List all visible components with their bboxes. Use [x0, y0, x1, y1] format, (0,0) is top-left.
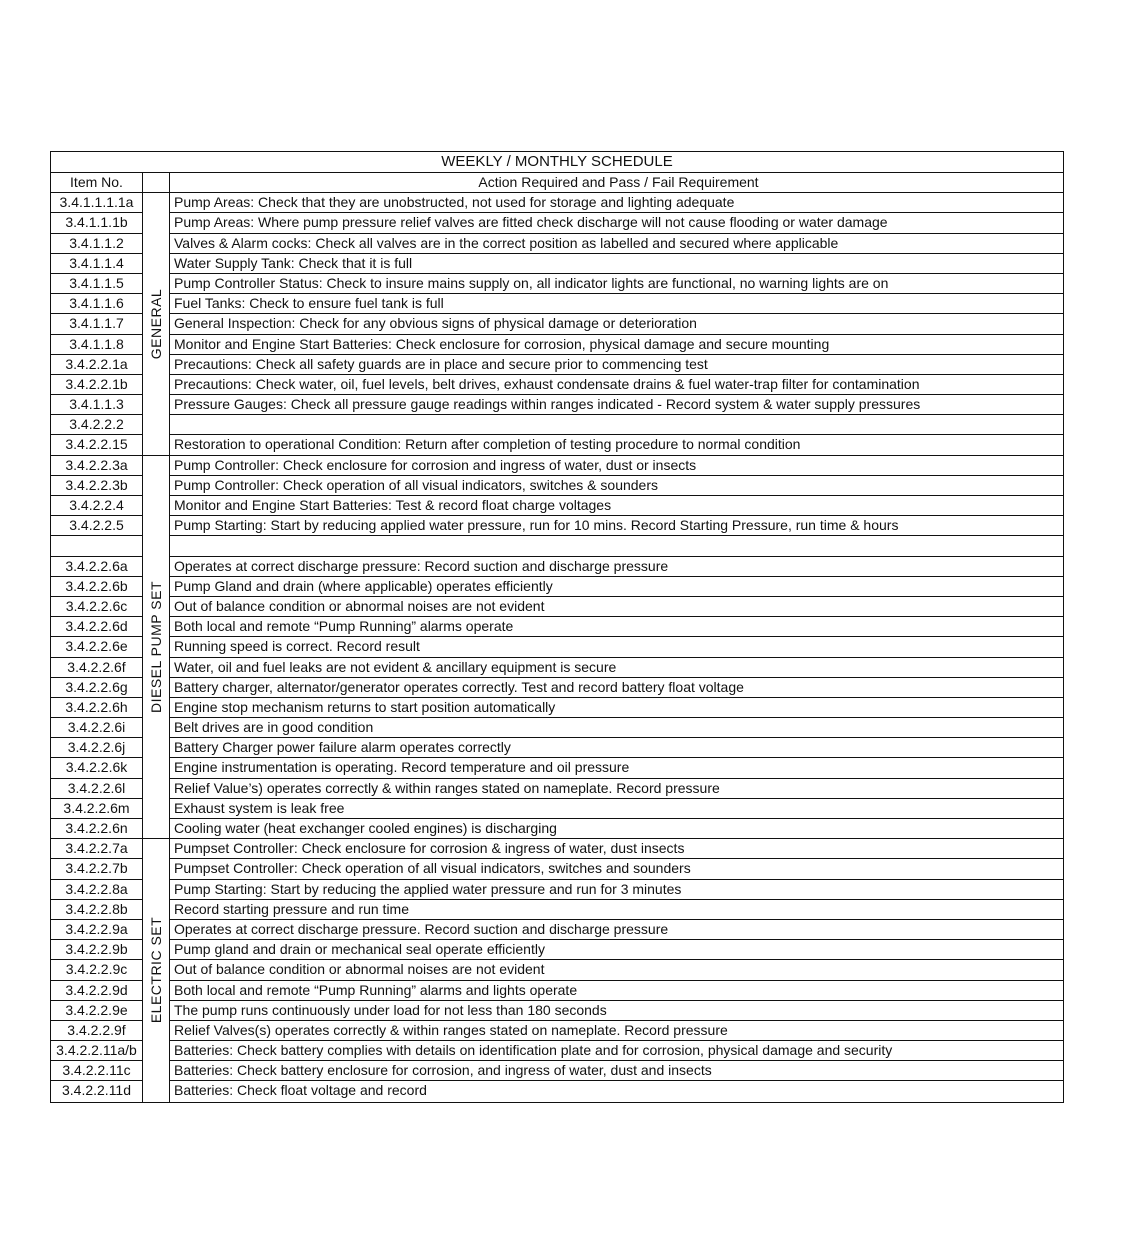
section-label: GENERAL	[148, 288, 164, 360]
action-header: Action Required and Pass / Fail Requirement	[169, 173, 1063, 193]
action-cell: Operates at correct discharge pressure: Record suction and discharge pressure	[169, 557, 1063, 577]
item-number-cell: 3.4.1.1.8	[51, 335, 143, 355]
item-number-cell: 3.4.2.2.7b	[51, 859, 143, 879]
action-cell: Cooling water (heat exchanger cooled engines) is discharging	[169, 819, 1063, 839]
action-cell: Running speed is correct. Record result	[169, 637, 1063, 657]
schedule-title: WEEKLY / MONTHLY SCHEDULE	[51, 152, 1063, 173]
item-number-cell: 3.4.1.1.1b	[51, 213, 143, 233]
action-cell: Both local and remote “Pump Running” alarms and lights operate	[169, 981, 1063, 1001]
item-number-cell: 3.4.1.1.7	[51, 314, 143, 334]
schedule-table	[50, 151, 1064, 1103]
item-number-cell: 3.4.2.2.5	[51, 516, 143, 536]
item-number-cell: 3.4.2.2.11d	[51, 1081, 143, 1101]
section-header-blank	[143, 173, 169, 193]
action-cell: Precautions: Check all safety guards are in place and secure prior to commencing test	[169, 355, 1063, 375]
item-number-cell: 3.4.2.2.6e	[51, 637, 143, 657]
item-number-cell: 3.4.2.2.2	[51, 415, 143, 435]
action-cell: Monitor and Engine Start Batteries: Test & record float charge voltages	[169, 496, 1063, 516]
item-number-cell: 3.4.2.2.7a	[51, 839, 143, 859]
item-number-cell: 3.4.2.2.6h	[51, 698, 143, 718]
action-cell: Pump gland and drain or mechanical seal operate efficiently	[169, 940, 1063, 960]
action-cell: General Inspection: Check for any obvious signs of physical damage or deterioration	[169, 314, 1063, 334]
item-number-cell: 3.4.2.2.6f	[51, 658, 143, 678]
action-cell: Water, oil and fuel leaks are not evident & ancillary equipment is secure	[169, 658, 1063, 678]
action-cell: Both local and remote “Pump Running” alarms operate	[169, 617, 1063, 637]
item-number-cell: 3.4.2.2.8b	[51, 900, 143, 920]
item-number-cell: 3.4.2.2.6i	[51, 718, 143, 738]
action-cell: Belt drives are in good condition	[169, 718, 1063, 738]
action-cell: Precautions: Check water, oil, fuel levels, belt drives, exhaust condensate drains & fuel water-trap filter for contamination	[169, 375, 1063, 395]
action-cell: Pump Areas: Check that they are unobstructed, not used for storage and lighting adequate	[169, 193, 1063, 213]
action-cell: Pump Starting: Start by reducing the applied water pressure and run for 3 minutes	[169, 880, 1063, 900]
action-cell: Exhaust system is leak free	[169, 799, 1063, 819]
action-cell: Engine stop mechanism returns to start position automatically	[169, 698, 1063, 718]
action-cell: Pressure Gauges: Check all pressure gauge readings within ranges indicated - Record system & water supply pressures	[169, 395, 1063, 415]
item-number-cell: 3.4.2.2.6m	[51, 799, 143, 819]
item-number-cell: 3.4.2.2.6b	[51, 577, 143, 597]
action-cell: Restoration to operational Condition: Return after completion of testing procedure to normal condition	[169, 435, 1063, 455]
item-number-cell: 3.4.2.2.4	[51, 496, 143, 516]
item-number-cell: 3.4.2.2.9b	[51, 940, 143, 960]
action-cell: Relief Valves(s) operates correctly & within ranges stated on nameplate. Record pressure	[169, 1021, 1063, 1041]
item-number-header: Item No.	[51, 173, 143, 193]
action-cell: Pump Controller Status: Check to insure mains supply on, all indicator lights are functional, no warning lights are on	[169, 274, 1063, 294]
item-number-cell: 3.4.2.2.15	[51, 435, 143, 455]
schedule-grid	[51, 173, 1063, 1102]
item-number-cell: 3.4.1.1.3	[51, 395, 143, 415]
item-number-cell: 3.4.2.2.11a/b	[51, 1041, 143, 1061]
action-cell: Battery Charger power failure alarm operates correctly	[169, 738, 1063, 758]
item-number-cell: 3.4.2.2.6n	[51, 819, 143, 839]
action-cell: Batteries: Check battery complies with details on identification plate and for corrosion, physical damage and security	[169, 1041, 1063, 1061]
action-cell	[169, 536, 1063, 556]
item-number-cell: 3.4.2.2.3a	[51, 456, 143, 476]
item-number-cell: 3.4.2.2.6k	[51, 758, 143, 778]
item-number-cell: 3.4.2.2.6l	[51, 779, 143, 799]
item-number-cell: 3.4.2.2.11c	[51, 1061, 143, 1081]
item-number-cell: 3.4.2.2.1b	[51, 375, 143, 395]
action-cell: Out of balance condition or abnormal noises are not evident	[169, 597, 1063, 617]
action-cell: Pumpset Controller: Check enclosure for corrosion & ingress of water, dust insects	[169, 839, 1063, 859]
action-cell: Fuel Tanks: Check to ensure fuel tank is full	[169, 294, 1063, 314]
action-cell: Valves & Alarm cocks: Check all valves are in the correct position as labelled and secured where applicable	[169, 234, 1063, 254]
item-number-cell: 3.4.2.2.9e	[51, 1001, 143, 1021]
item-number-cell: 3.4.1.1.2	[51, 234, 143, 254]
action-cell: Battery charger, alternator/generator operates correctly. Test and record battery float voltage	[169, 678, 1063, 698]
section-label: ELECTRIC SET	[148, 917, 164, 1024]
item-number-cell: 3.4.2.2.9f	[51, 1021, 143, 1041]
item-number-cell: 3.4.2.2.1a	[51, 355, 143, 375]
action-cell: Pump Controller: Check enclosure for corrosion and ingress of water, dust or insects	[169, 456, 1063, 476]
action-cell: Engine instrumentation is operating. Record temperature and oil pressure	[169, 758, 1063, 778]
action-cell: Relief Value’s) operates correctly & within ranges stated on nameplate. Record pressure	[169, 779, 1063, 799]
action-cell: Pump Controller: Check operation of all visual indicators, switches & sounders	[169, 476, 1063, 496]
action-cell: Pump Starting: Start by reducing applied water pressure, run for 10 mins. Record Starting Pressure, run time & hours	[169, 516, 1063, 536]
action-cell: Pump Gland and drain (where applicable) operates efficiently	[169, 577, 1063, 597]
action-cell: Record starting pressure and run time	[169, 900, 1063, 920]
item-number-cell: 3.4.1.1.1.1a	[51, 193, 143, 213]
action-cell: Operates at correct discharge pressure. Record suction and discharge pressure	[169, 920, 1063, 940]
action-cell: Out of balance condition or abnormal noises are not evident	[169, 960, 1063, 980]
item-number-cell: 3.4.2.2.6g	[51, 678, 143, 698]
action-cell: Batteries: Check float voltage and record	[169, 1081, 1063, 1101]
action-cell: The pump runs continuously under load for not less than 180 seconds	[169, 1001, 1063, 1021]
section-label: DIESEL PUMP SET	[148, 580, 164, 713]
item-number-cell: 3.4.2.2.8a	[51, 880, 143, 900]
item-number-cell: 3.4.2.2.6a	[51, 557, 143, 577]
item-number-cell: 3.4.1.1.5	[51, 274, 143, 294]
item-number-cell	[51, 536, 143, 556]
action-cell: Pump Areas: Where pump pressure relief valves are fitted check discharge will not cause flooding or water damage	[169, 213, 1063, 233]
item-number-cell: 3.4.1.1.6	[51, 294, 143, 314]
section-label-cell	[143, 193, 169, 455]
action-cell	[169, 415, 1063, 435]
section-label-cell	[143, 839, 169, 1101]
item-number-cell: 3.4.2.2.9d	[51, 981, 143, 1001]
item-number-cell: 3.4.2.2.6c	[51, 597, 143, 617]
action-cell: Water Supply Tank: Check that it is full	[169, 254, 1063, 274]
item-number-cell: 3.4.2.2.6d	[51, 617, 143, 637]
item-number-cell: 3.4.1.1.4	[51, 254, 143, 274]
action-cell: Batteries: Check battery enclosure for corrosion, and ingress of water, dust and insects	[169, 1061, 1063, 1081]
item-number-cell: 3.4.2.2.6j	[51, 738, 143, 758]
item-number-cell: 3.4.2.2.9a	[51, 920, 143, 940]
action-cell: Monitor and Engine Start Batteries: Check enclosure for corrosion, physical damage and secure mounting	[169, 335, 1063, 355]
item-number-cell: 3.4.2.2.9c	[51, 960, 143, 980]
action-cell: Pumpset Controller: Check operation of all visual indicators, switches and sounders	[169, 859, 1063, 879]
section-label-cell	[143, 456, 169, 840]
item-number-cell: 3.4.2.2.3b	[51, 476, 143, 496]
